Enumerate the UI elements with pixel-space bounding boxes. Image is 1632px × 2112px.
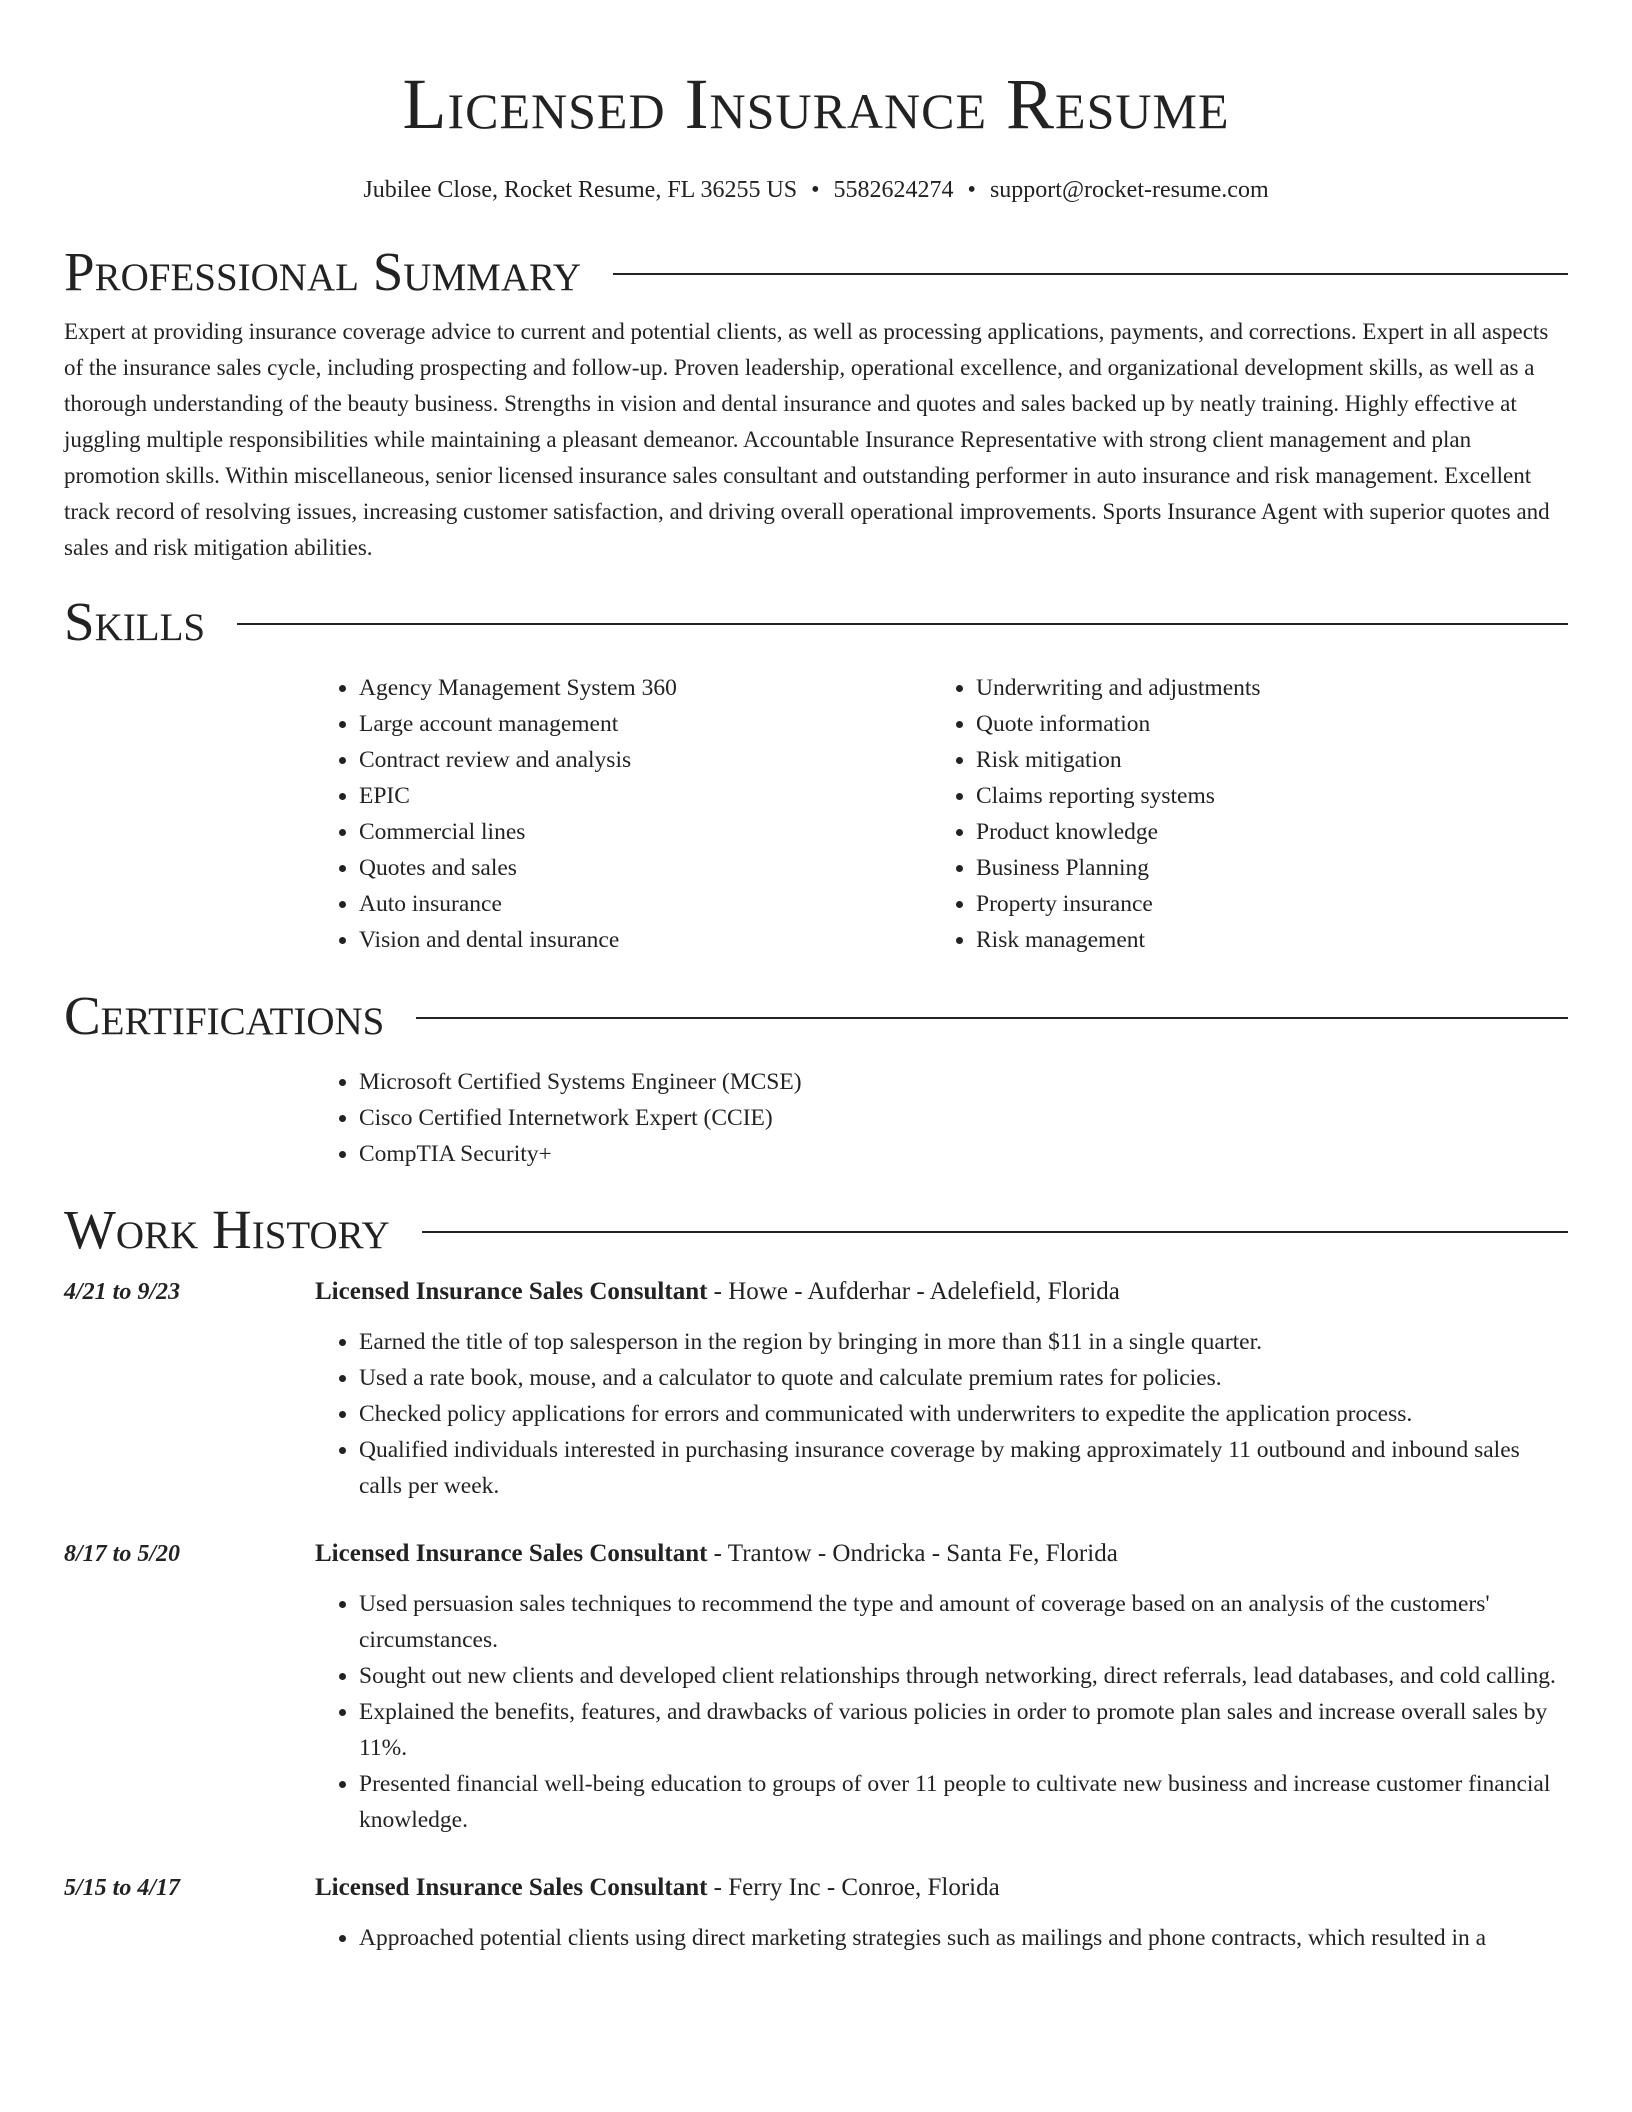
job-title: Licensed Insurance Sales Consultant: [315, 1874, 708, 1901]
skill-item: • Quotes and sales: [359, 850, 932, 886]
skill-item: • Property insurance: [976, 886, 1549, 922]
section-divider: [416, 1017, 1568, 1019]
job-bullet: • Qualified individuals interested in purchasing insurance coverage by making approximately 11 outbound and inbound sales calls per week.: [359, 1432, 1568, 1504]
job-entry: [64, 1274, 1568, 1504]
summary-heading: Professional Summary: [64, 241, 582, 302]
certifications-heading: Certifications: [64, 985, 385, 1046]
job-company: - Trantow - Ondricka - Santa Fe, Florida: [707, 1540, 1118, 1567]
job-bullet: • Sought out new clients and developed client relationships through networking, direct referrals, lead databases, and cold calling.: [359, 1658, 1568, 1694]
work-history-section-header: [64, 1198, 1568, 1262]
skill-item: • Large account management: [359, 706, 932, 742]
contact-separator: •: [967, 177, 976, 203]
skill-item: • EPIC: [359, 778, 932, 814]
skill-item: • Product knowledge: [976, 814, 1549, 850]
section-divider: [613, 273, 1568, 275]
job-header: [315, 1870, 1568, 1906]
job-company: - Howe - Aufderhar - Adelefield, Florida: [707, 1278, 1120, 1305]
skill-item: • Vision and dental insurance: [359, 922, 932, 958]
work-history-heading: Work History: [64, 1199, 390, 1260]
contact-address: Jubilee Close, Rocket Resume, FL 36255 US: [363, 177, 798, 203]
summary-section-header: [64, 240, 1568, 304]
job-dates: 4/21 to 9/23: [64, 1279, 181, 1305]
contact-separator: •: [811, 177, 820, 203]
summary-text: Expert at providing insurance coverage advice to current and potential clients, as well as processing applications, payments, and corrections. Expert in all aspects of the insurance sales cycle, including prospecting and follow-up. Proven leadership, operational excellence, and organizational development skills, as well as a thorough understanding of the beauty business. Strengths in vision and dental insurance and quotes and sales backed up by neatly training. Highly effective at juggling multiple responsibilities while maintaining a pleasant demeanor. Accountable Insurance Representative with strong client management and plan promotion skills. Within miscellaneous, senior licensed insurance sales consultant and outstanding performer in auto insurance and risk management. Excellent track record of resolving issues, increasing customer satisfaction, and driving overall operational improvements. Sports Insurance Agent with superior quotes and sales and risk mitigation abilities.: [64, 319, 1550, 560]
certifications-list: [315, 1064, 1568, 1172]
certification-item: • Cisco Certified Internetwork Expert (CCIE): [359, 1100, 1568, 1136]
skill-item: • Risk mitigation: [976, 742, 1549, 778]
certification-item: • CompTIA Security+: [359, 1136, 1568, 1172]
job-entry: [64, 1536, 1568, 1838]
contact-email: support@rocket-resume.com: [989, 177, 1269, 203]
skill-item: • Claims reporting systems: [976, 778, 1549, 814]
certifications-section-header: [64, 984, 1568, 1048]
skill-item: • Auto insurance: [359, 886, 932, 922]
skill-item: • Agency Management System 360: [359, 670, 932, 706]
job-details: [315, 1536, 1568, 1838]
job-entry: [64, 1870, 1568, 1956]
skills-column-left: [315, 670, 932, 958]
job-dates: 5/15 to 4/17: [64, 1875, 181, 1901]
job-details: [315, 1870, 1568, 1956]
job-bullet: • Used persuasion sales techniques to recommend the type and amount of coverage based on an analysis of the customers' circumstances.: [359, 1586, 1568, 1658]
skills-column-right: [932, 670, 1549, 958]
section-divider: [237, 623, 1568, 625]
skills-heading: Skills: [64, 591, 206, 652]
job-bullet: • Approached potential clients using direct marketing strategies such as mailings and phone contracts, which resulted in a: [359, 1920, 1568, 1956]
certification-item: • Microsoft Certified Systems Engineer (MCSE): [359, 1064, 1568, 1100]
job-title: Licensed Insurance Sales Consultant: [315, 1278, 708, 1305]
job-title: Licensed Insurance Sales Consultant: [315, 1540, 708, 1567]
skill-item: • Risk management: [976, 922, 1549, 958]
job-bullet: • Presented financial well-being education to groups of over 11 people to cultivate new business and increase customer financial knowledge.: [359, 1766, 1568, 1838]
job-company: - Ferry Inc - Conroe, Florida: [707, 1874, 1000, 1901]
skill-item: • Quote information: [976, 706, 1549, 742]
resume-title: Licensed Insurance Resume: [402, 64, 1230, 144]
job-header: [315, 1536, 1568, 1572]
job-bullet: • Checked policy applications for errors and communicated with underwriters to expedite the application process.: [359, 1396, 1568, 1432]
skill-item: • Contract review and analysis: [359, 742, 932, 778]
skill-item: • Commercial lines: [359, 814, 932, 850]
section-divider: [422, 1231, 1568, 1233]
job-bullet: • Explained the benefits, features, and drawbacks of various policies in order to promote plan sales and increase overall sales by 11%.: [359, 1694, 1568, 1766]
job-dates: 8/17 to 5/20: [64, 1541, 181, 1567]
job-bullet: • Used a rate book, mouse, and a calculator to quote and calculate premium rates for policies.: [359, 1360, 1568, 1396]
contact-phone: 5582624274: [833, 177, 954, 203]
skill-item: • Underwriting and adjustments: [976, 670, 1549, 706]
skill-item: • Business Planning: [976, 850, 1549, 886]
skills-section-header: [64, 590, 1568, 654]
skills-list: [315, 670, 1568, 958]
job-bullet: • Earned the title of top salesperson in the region by bringing in more than $11 in a single quarter.: [359, 1324, 1568, 1360]
job-details: [315, 1274, 1568, 1504]
contact-line: [64, 174, 1568, 206]
job-header: [315, 1274, 1568, 1310]
